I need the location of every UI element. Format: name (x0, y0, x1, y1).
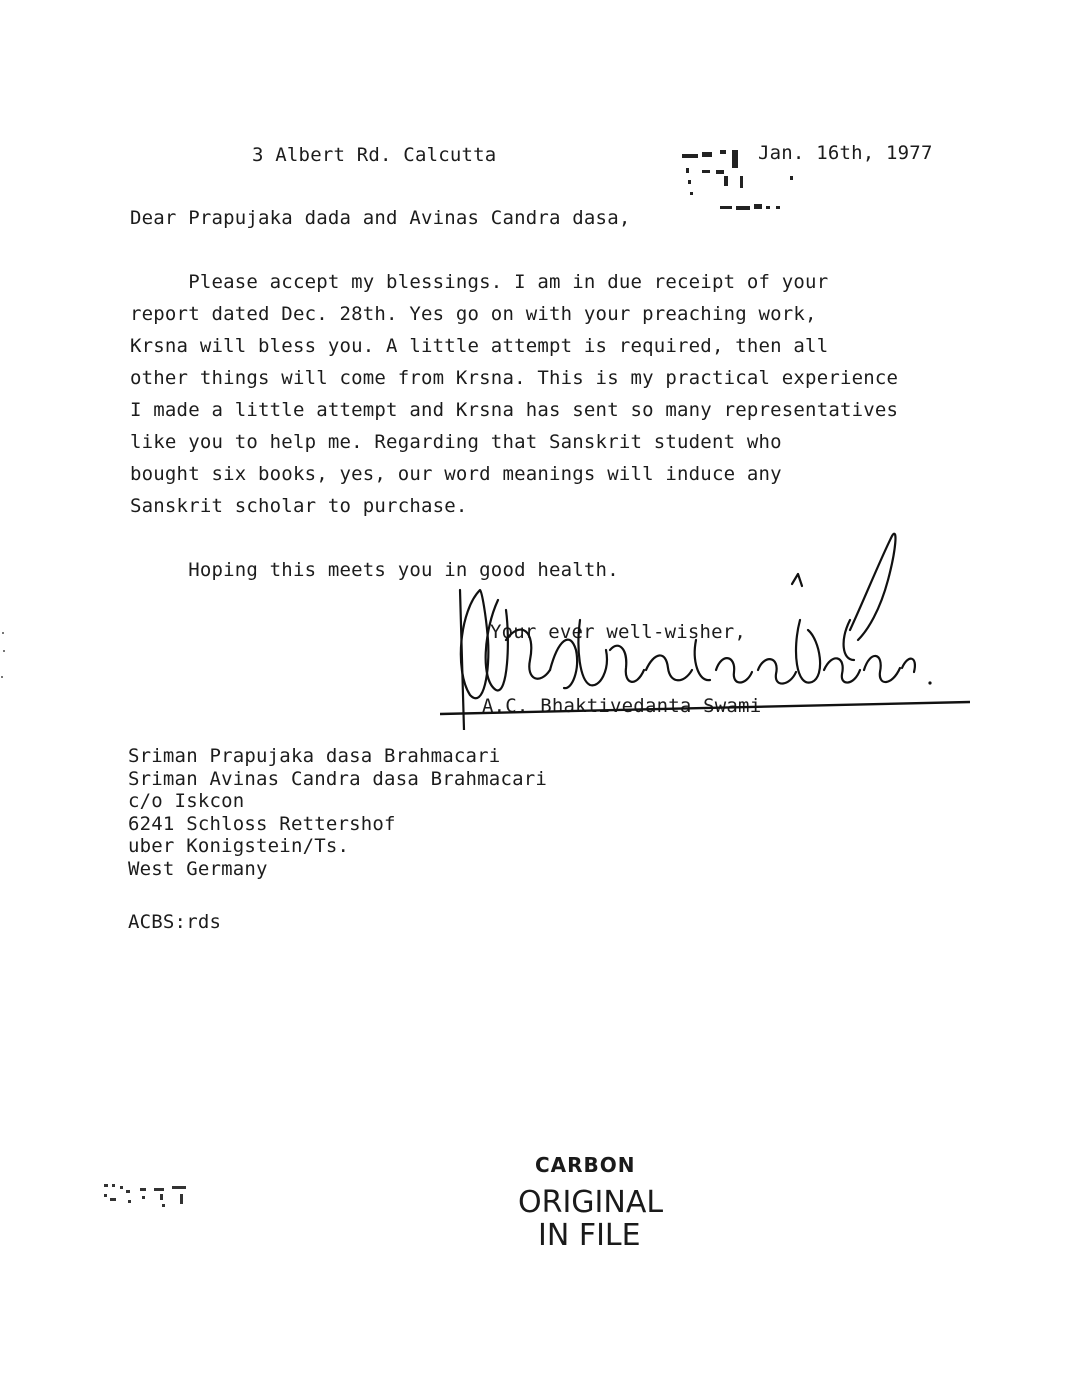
original-stamp-line2: IN FILE (538, 1218, 641, 1253)
body-line: report dated Dec. 28th. Yes go on with your preaching work, (130, 303, 817, 325)
closing-line: Hoping this meets you in good health. (130, 559, 619, 581)
recipient-line: Sriman Avinas Candra dasa Brahmacari (128, 767, 548, 790)
recipient-line: c/o Iskcon (128, 790, 245, 812)
carbon-stamp: CARBON (535, 1153, 636, 1177)
reference-initials: ACBS:rds (128, 911, 222, 933)
edge-specks (0, 0, 20, 1395)
valediction: Your ever well-wisher, (490, 621, 747, 643)
recipient-line: Sriman Prapujaka dasa Brahmacari (128, 745, 501, 767)
body-line: like you to help me. Regarding that Sanskrit student who (130, 431, 782, 453)
smudge-marks (102, 1180, 202, 1220)
smudge-marks (680, 140, 830, 220)
sender-address: 3 Albert Rd. Calcutta (252, 144, 497, 166)
body-line: bought six books, yes, our word meanings will induce any (130, 463, 782, 485)
recipient-line: 6241 Schloss Rettershof (128, 812, 396, 835)
letter-date: Jan. 16th, 1977 (758, 142, 933, 164)
recipient-line: West Germany (128, 857, 268, 880)
handwritten-signature (440, 520, 980, 730)
body-line: Sanskrit scholar to purchase. (130, 495, 468, 517)
salutation: Dear Prapujaka dada and Avinas Candra dasa, (130, 207, 631, 229)
recipient-line: uber Konigstein/Ts. (128, 835, 350, 857)
body-line: other things will come from Krsna. This is my practical experience (130, 367, 899, 389)
body-line: I made a little attempt and Krsna has sent so many representatives (130, 399, 899, 421)
signature-name: A.C. Bhaktivedanta Swami (482, 695, 762, 717)
original-stamp-line1: ORIGINAL (518, 1185, 664, 1220)
body-line: Krsna will bless you. A little attempt is required, then all (130, 335, 829, 357)
body-line: Please accept my blessings. I am in due receipt of your (130, 271, 829, 293)
